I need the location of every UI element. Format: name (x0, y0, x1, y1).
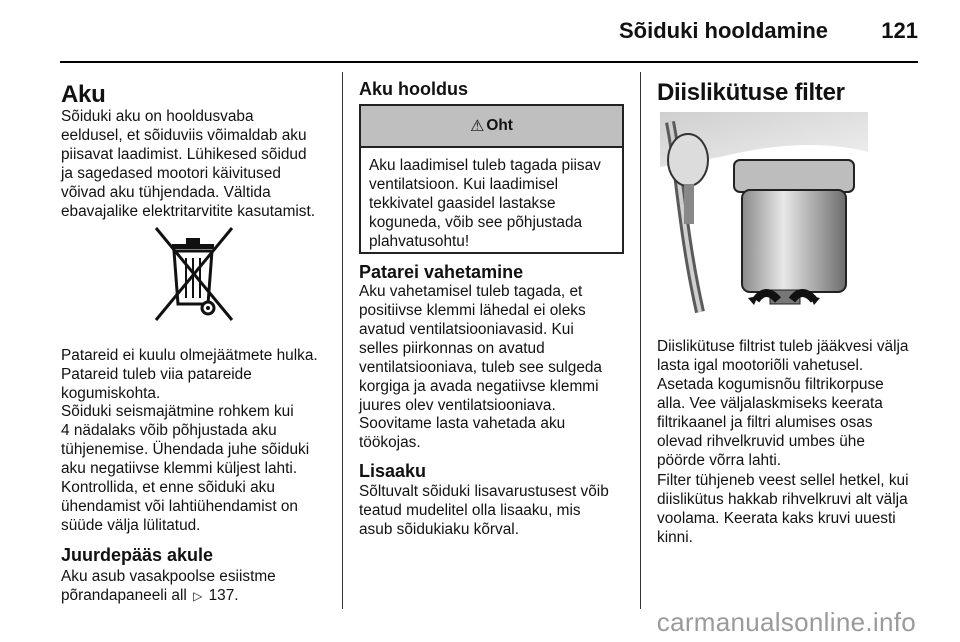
paragraph-battery-maintenance-free: Sõiduki aku on hooldusvaba eeldusel, et sõiduviis võimaldab aku piisavat laadimist. Lühikesed sõidud ja sagedased mootori käivitused võivad aku tühjendada. Vältida ebavajalike elektritarvitite kasutamist. (61, 108, 316, 220)
page-number: 121 (881, 18, 918, 43)
paragraph-ignition-off: Kontrollida, et enne sõiduki aku ühendamist või lahtiühendamist on süüde välja lülitatud. (61, 479, 298, 534)
paragraph-auxiliary-battery: Sõltuvalt sõiduki lisavarustusest võib teatud mudelitel olla lisaaku, mis asub sõidukiaku kõrval. (359, 483, 609, 538)
watermark: carmanualsonline.info (656, 607, 916, 637)
page-reference-icon: ▷ (193, 589, 203, 603)
crossed-out-bin-icon (148, 224, 238, 324)
warning-header (361, 106, 622, 148)
paragraph-drain-water: Diislikütuse filtrist tuleb jääkvesi välja lasta igal mootoriõli vahetusel. (657, 338, 909, 374)
paragraph-workshop: Soovitame lasta vahetada aku töökojas. (359, 415, 566, 451)
column-divider-2 (640, 72, 641, 609)
paragraph-collection-container: Asetada kogumisnõu filtrikorpuse alla. Vee väljalaskmiseks keerata filtrikaanel ja filtri alumises osas olevad rihvelkruvid umbes ühe pöörde võrra lahti. (657, 376, 884, 469)
heading-auxiliary-battery: Lisaaku (359, 461, 427, 481)
paragraph-long-parking: Sõiduki seismajätmine rohkem kui 4 nädalaks võib põhjustada aku tühjenemise. Ühendada juhe sõiduki aku negatiivse klemmi küljest lahti. (61, 403, 310, 477)
page-header-title: Sõiduki hooldamine (618, 18, 828, 43)
paragraph-replacement-vents: Aku vahetamisel tuleb tagada, et positiivse klemmi lähedal ei oleks avatud ventilatsiooniavasid. Kui selles piirkonnas on avatud ventilatsiooniava, tuleb see sulgeda korgiga ja avada negatiivse klemmi juures olev ventilatsiooniava. (359, 283, 602, 414)
heading-diesel-filter: Diislikütuse filter (657, 79, 845, 106)
paragraph-battery-location: Aku asub vasakpoolse esiistme põrandapaneeli all ▷ 137. (61, 568, 276, 604)
page-reference-link[interactable]: 137. (208, 587, 239, 604)
heading-battery-access: Juurdepääs akule (61, 545, 214, 565)
warning-box (359, 104, 624, 254)
heading-battery-replacement: Patarei vahetamine (359, 262, 524, 282)
paragraph-filter-drained: Filter tühjeneb veest sellel hetkel, kui diislikütus hakkab rihvelkruvi alt välja voolama. Keerata kaks kruvi uuesti kinni. (657, 472, 909, 546)
diesel-filter-photo (660, 112, 868, 322)
heading-battery-care: Aku hooldus (359, 79, 468, 99)
paragraph-battery-disposal: Patareid ei kuulu olmejäätmete hulka. Patareid tuleb viia patareide kogumiskohta. (61, 347, 318, 402)
column-divider-1 (342, 72, 343, 609)
header-rule (60, 61, 918, 63)
warning-text: Aku laadimisel tuleb tagada piisav ventilatsioon. Kui laadimisel tekkivatel gaasidel lastakse koguneda, võib see põhjustada plahvatusohtu! (369, 157, 601, 250)
heading-aku: Aku (61, 81, 106, 108)
warning-title: Oht (486, 117, 513, 134)
warning-triangle-icon: ⚠ (470, 118, 485, 135)
